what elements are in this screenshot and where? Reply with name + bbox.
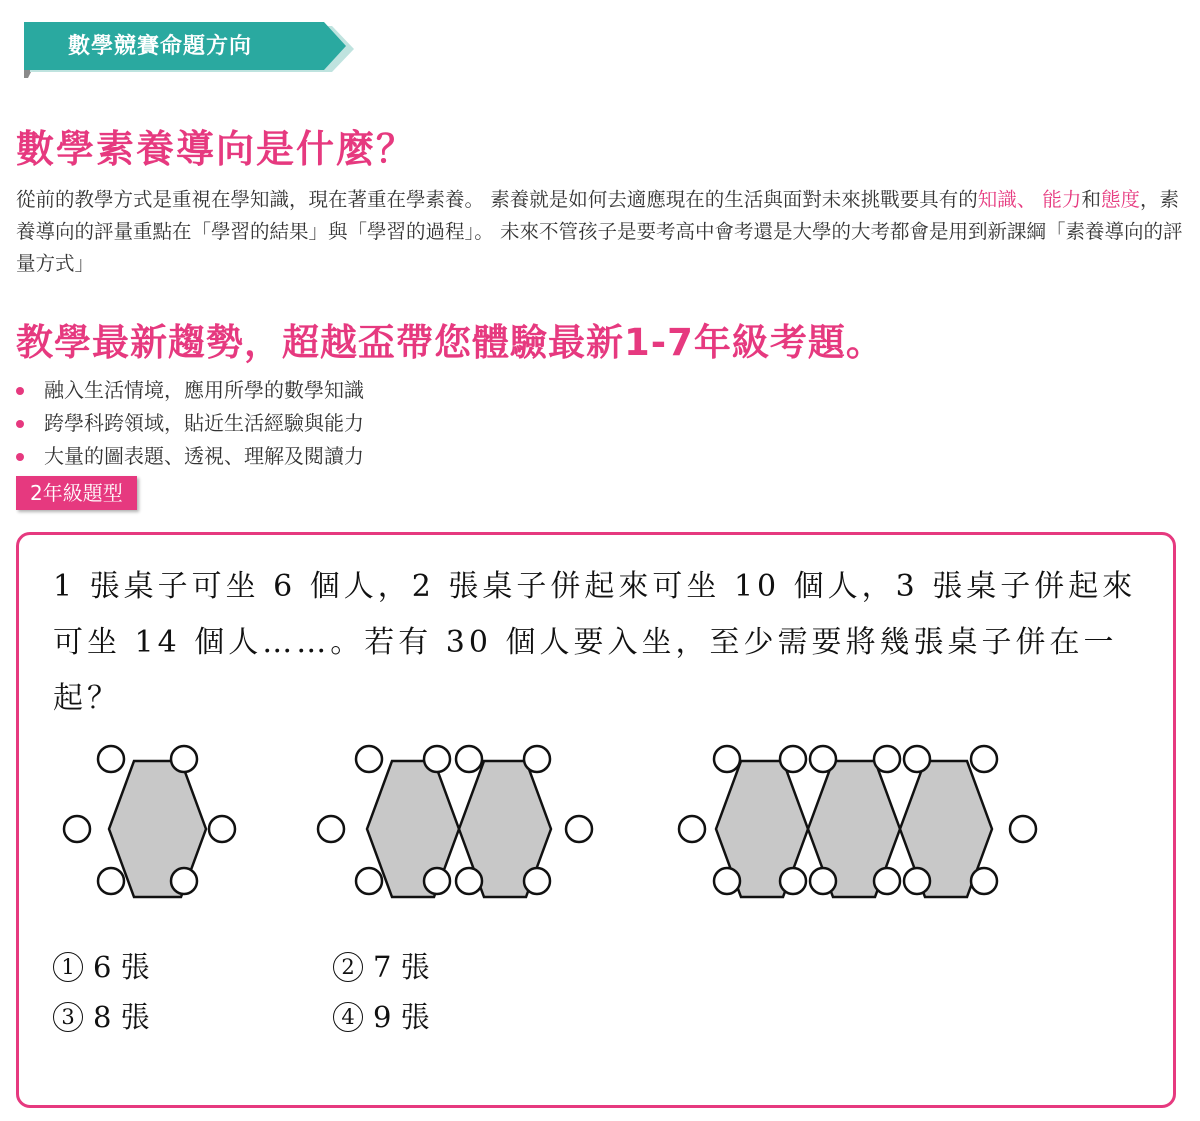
grade-tag: 2年級題型 — [16, 476, 137, 510]
question-text: 1 張桌子可坐 6 個人，2 張桌子併起來可坐 10 個人，3 張桌子併起來可坐 14 個人……。若有 30 個人要入坐，至少需要將幾張桌子併在一起？ — [53, 569, 1137, 716]
option-text: 7 張 — [373, 950, 430, 984]
keyword-separator: 、 — [1016, 188, 1043, 211]
list-item-text: 大量的圖表題、透視、理解及閱讀力 — [44, 444, 364, 468]
list-item — [16, 374, 364, 407]
section-heading-literacy: 數學素養導向是什麼？ — [16, 127, 417, 171]
question-card — [16, 532, 1176, 1108]
keyword-knowledge: 知識 — [977, 188, 1017, 211]
keyword-ability: 能力 — [1042, 188, 1082, 211]
option-text: 9 張 — [373, 1000, 430, 1034]
option-number-circle: 3 — [53, 1002, 83, 1032]
option-number-circle: 1 — [53, 952, 83, 982]
banner-title: 數學競賽命題方向 — [68, 34, 253, 59]
list-item-text: 跨學科跨領域，貼近生活經驗與能力 — [44, 411, 364, 435]
feature-list — [16, 374, 364, 473]
option-2[interactable] — [333, 945, 430, 986]
list-item-text: 融入生活情境，應用所學的數學知識 — [44, 378, 364, 402]
list-item — [16, 440, 364, 473]
paragraph-and: 和 — [1081, 188, 1101, 211]
paragraph-text-2: ，素養導向的評量重點在「學習的結果」與「學習的過程」。 未來不管孩子是要考高中會考還是大學的大考都會是用到新課綱「素養導向的評量方式」 — [16, 188, 1183, 275]
literacy-paragraph — [16, 184, 1188, 280]
option-1[interactable] — [53, 945, 150, 986]
list-item — [16, 407, 364, 440]
option-4[interactable] — [333, 995, 430, 1036]
bullet-dot-icon — [16, 420, 24, 428]
table-arrangement-diagram — [49, 731, 1059, 911]
figure-one-table — [64, 746, 235, 897]
option-3[interactable] — [53, 995, 150, 1036]
option-number-circle: 4 — [333, 1002, 363, 1032]
figure-three-tables — [679, 746, 1036, 897]
option-number-circle: 2 — [333, 952, 363, 982]
option-text: 6 張 — [93, 950, 150, 984]
option-text: 8 張 — [93, 1000, 150, 1034]
figure-two-tables — [318, 746, 592, 897]
bullet-dot-icon — [16, 387, 24, 395]
section-heading-trend: 教學最新趨勢，超越盃帶您體驗最新1-7年級考題。 — [16, 321, 884, 364]
keyword-attitude: 態度 — [1100, 188, 1140, 211]
section-banner — [24, 22, 354, 72]
bullet-dot-icon — [16, 453, 24, 461]
paragraph-text: 從前的教學方式是重視在學知識，現在著重在學素養。 素養就是如何去適應現在的生活與面對未來挑戰要具有的 — [16, 188, 978, 211]
